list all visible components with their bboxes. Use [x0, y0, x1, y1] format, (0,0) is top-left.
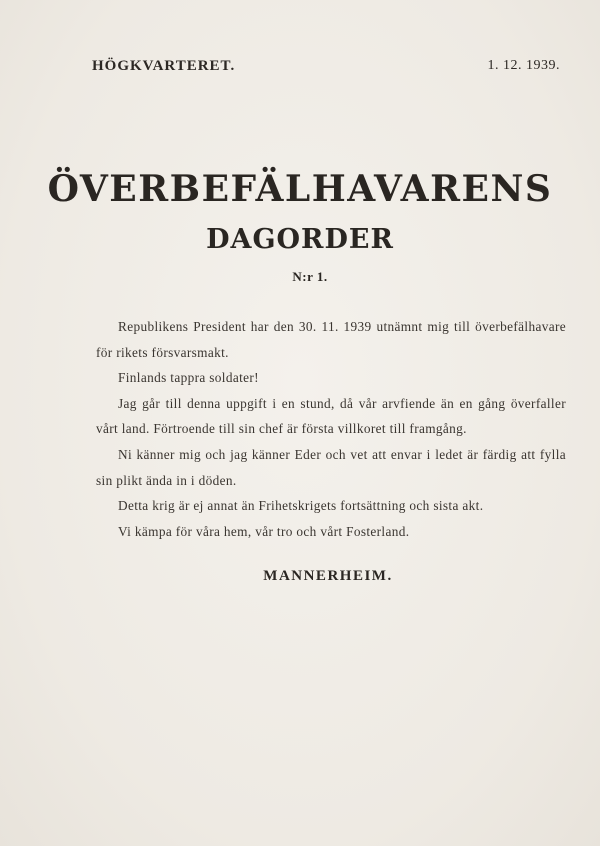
paragraph-3-line-1: Jag går till denna uppgift i en stund, då vår arvfiende än en gång överfaller	[118, 395, 566, 411]
paragraph-2: Finlands tappra soldater!	[118, 370, 259, 386]
issue-date: 1. 12. 1939.	[487, 58, 560, 73]
paragraph-4-line-2: sin plikt ända in i döden.	[96, 472, 237, 488]
paragraph-3-line-2: vårt land. Förtroende till sin chef är första villkoret till framgång.	[96, 421, 467, 437]
document-title: ÖVERBEFÄLHAVARENS	[47, 168, 553, 210]
paragraph-1-line-1: Republikens President har den 30. 11. 1939 utnämnt mig till överbefälhavare	[118, 319, 566, 334]
order-number: N:r 1.	[292, 269, 328, 284]
paragraph-5: Detta krig är ej annat än Frihetskrigets fortsättning och sista akt.	[118, 498, 484, 514]
paragraph-4-line-1: Ni känner mig och jag känner Eder och vet att envar i ledet är färdig att fylla	[118, 446, 566, 462]
paragraph-1-line-2: för rikets försvarsmakt.	[96, 344, 229, 360]
paragraph-6: Vi kämpa för våra hem, vår tro och vårt Fosterland.	[118, 523, 410, 539]
document-subtitle: DAGORDER	[206, 224, 394, 255]
issuer-heading: HÖGKVARTERET.	[92, 58, 236, 74]
signature: MANNERHEIM.	[263, 568, 393, 584]
order-body	[96, 314, 566, 544]
